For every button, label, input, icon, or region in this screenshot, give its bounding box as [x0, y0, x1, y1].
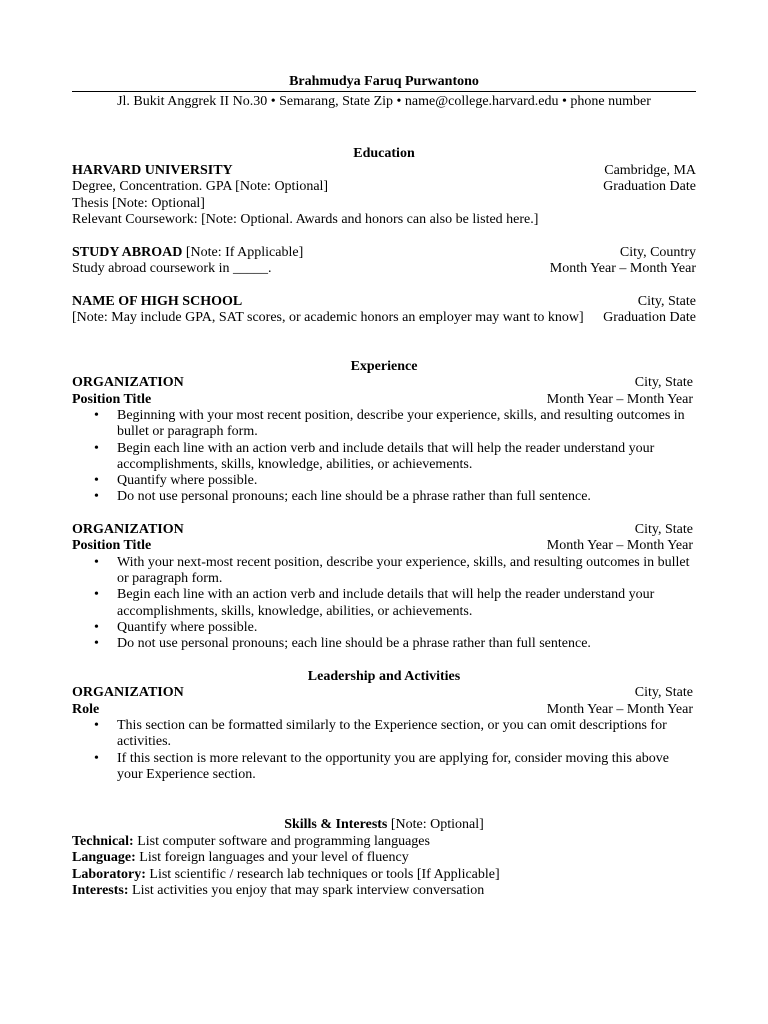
- experience-bullets: [72, 408, 696, 506]
- high-school-location: City, State: [637, 293, 696, 309]
- candidate-name: Brahmudya Faruq Purwantono: [289, 74, 479, 89]
- organization-name: ORGANIZATION: [72, 521, 184, 537]
- thesis-line: Thesis [Note: Optional]: [72, 195, 205, 211]
- bullet-item: • Do not use personal pronouns; each line should be a phrase rather than full sentence.: [117, 489, 696, 505]
- leadership-heading: Leadership and Activities: [307, 668, 461, 684]
- high-school-name: NAME OF HIGH SCHOOL: [72, 293, 243, 309]
- position-dates: Month Year – Month Year: [546, 538, 693, 554]
- position-title: Position Title: [72, 391, 152, 407]
- skill-label: Laboratory:: [72, 866, 146, 882]
- coursework-line: Relevant Coursework: [Note: Optional. Awards and honors can also be listed here.]: [72, 212, 539, 227]
- bullet-item: • This section can be formatted similarly to the Experience section, or you can omit descriptions for activities.: [117, 718, 696, 751]
- high-school-graduation-date: Graduation Date: [603, 310, 696, 325]
- organization-location: City, State: [634, 685, 693, 701]
- study-abroad-location: City, Country: [619, 244, 696, 260]
- bullet-item: • If this section is more relevant to the opportunity you are applying for, consider moving this above your Experience section.: [117, 751, 696, 784]
- skill-label: Language:: [72, 850, 136, 866]
- education-entry-harvard: [72, 163, 696, 229]
- position-dates: Month Year – Month Year: [546, 391, 693, 407]
- role-dates: Month Year – Month Year: [546, 701, 693, 717]
- skills-heading: Skills & Interests: [284, 817, 388, 833]
- study-abroad-coursework: Study abroad coursework in _____.: [72, 261, 272, 276]
- study-abroad-note: [Note: If Applicable]: [182, 244, 304, 260]
- high-school-note: [Note: May include GPA, SAT scores, or academic honors an employer may want to know]: [72, 310, 584, 325]
- education-heading: Education: [353, 146, 415, 161]
- experience-heading: Experience: [350, 358, 418, 374]
- bullet-item: • Do not use personal pronouns; each line should be a phrase rather than full sentence.: [117, 636, 696, 652]
- contact-line: Jl. Bukit Anggrek II No.30 • Semarang, State Zip • name@college.harvard.edu • phone number: [117, 94, 651, 109]
- skills-heading-note: [Note: Optional]: [387, 817, 484, 833]
- organization-name: ORGANIZATION: [72, 685, 184, 701]
- bullet-item: • Quantify where possible.: [117, 620, 696, 636]
- skill-text: List scientific / research lab techniques or tools [If Applicable]: [145, 866, 500, 882]
- organization-location: City, State: [634, 521, 693, 537]
- leadership-bullets: [72, 718, 696, 783]
- education-entry-high-school: [72, 294, 696, 327]
- graduation-date: Graduation Date: [603, 179, 696, 194]
- study-abroad-dates: Month Year – Month Year: [549, 261, 696, 276]
- skill-row-interests: [72, 883, 696, 900]
- role-title: Role: [72, 701, 100, 717]
- degree-line: Degree, Concentration. GPA [Note: Optional]: [72, 179, 329, 194]
- organization-location: City, State: [634, 375, 693, 390]
- school-name: HARVARD UNIVERSITY: [72, 162, 233, 178]
- skill-text: List computer software and programming languages: [133, 833, 430, 849]
- leadership-entry: [72, 685, 696, 783]
- education-entry-study-abroad: [72, 245, 696, 278]
- bullet-item: • Begin each line with an action verb and include details that will help the reader understand your accomplishments, skills, knowledge, abilities, or achievements.: [117, 587, 696, 620]
- skills-heading-line: [72, 817, 696, 834]
- experience-entry: [72, 522, 696, 653]
- school-location: Cambridge, MA: [604, 162, 696, 178]
- skill-row-language: [72, 850, 696, 867]
- header-divider: [72, 91, 696, 92]
- skill-text: List activities you enjoy that may spark interview conversation: [128, 883, 485, 899]
- bullet-item: • Begin each line with an action verb and include details that will help the reader understand your accomplishments, skills, knowledge, abilities, or achievements.: [117, 441, 696, 474]
- skill-row-technical: [72, 834, 696, 851]
- resume-page: [72, 73, 696, 900]
- bullet-item: • Beginning with your most recent position, describe your experience, skills, and resulting outcomes in bullet or paragraph form.: [117, 408, 696, 441]
- skill-text: List foreign languages and your level of fluency: [135, 850, 409, 866]
- experience-bullets: [72, 555, 696, 653]
- bullet-item: • With your next-most recent position, describe your experience, skills, and resulting outcomes in bullet or paragraph form.: [117, 555, 696, 588]
- position-title: Position Title: [72, 538, 152, 554]
- skill-label: Technical:: [72, 833, 134, 849]
- bullet-item: • Quantify where possible.: [117, 473, 696, 489]
- organization-name: ORGANIZATION: [72, 375, 184, 390]
- study-abroad-title: STUDY ABROAD: [72, 244, 183, 260]
- skill-row-laboratory: [72, 867, 696, 884]
- experience-entry: [72, 375, 696, 506]
- skill-label: Interests:: [72, 883, 129, 899]
